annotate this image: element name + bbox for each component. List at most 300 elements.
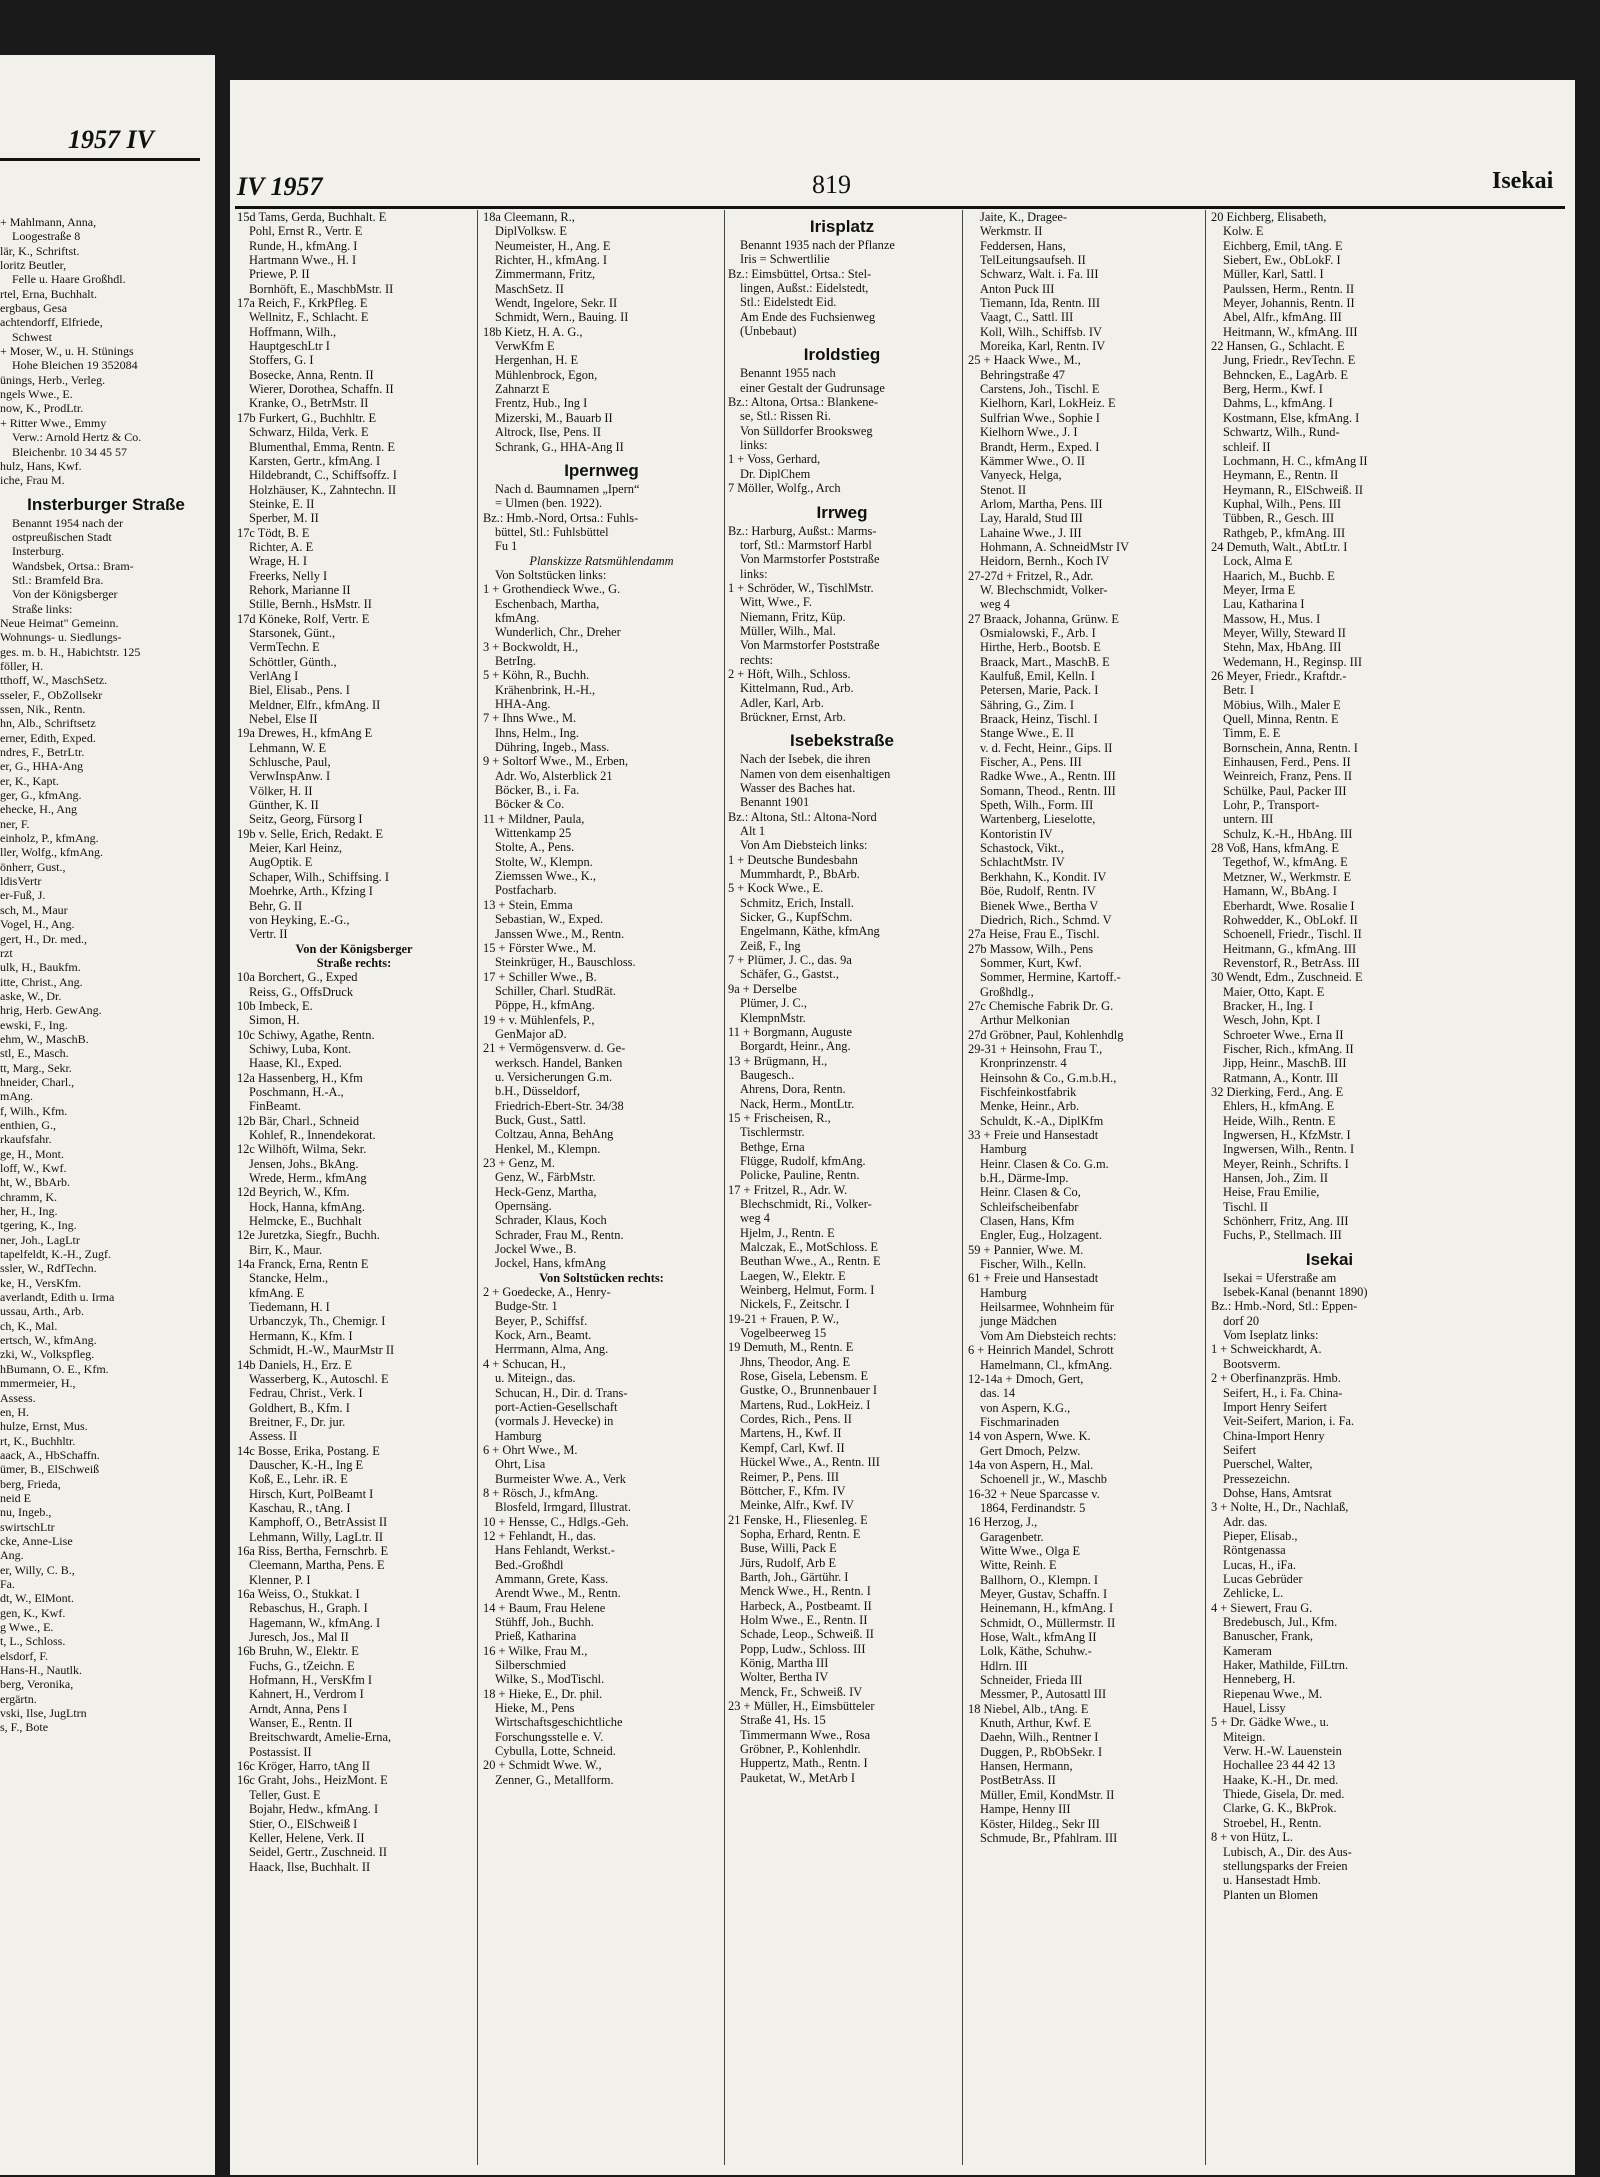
directory-entry-line: Schmitz, Erich, Install. [740,895,854,910]
directory-entry-line: Timm, E. E [1223,726,1281,741]
directory-entry-line: Röntgenassa [1223,1543,1286,1558]
directory-entry-line: Benannt 1954 nach der [12,515,123,530]
directory-entry-line: Menke, Heinr., Arb. [980,1099,1080,1114]
directory-entry-line: links: [740,566,768,581]
directory-entry-line: Pauketat, W., MetArb I [740,1770,855,1785]
directory-entry-line: Sebastian, W., Exped. [495,912,604,927]
directory-entry-line: Vertr. II [249,927,288,942]
directory-entry-line: Benannt 1955 nach [740,366,836,381]
directory-entry-line: Runde, H., kfmAng. I [249,238,358,253]
directory-entry-line: Hdlrn. III [980,1658,1028,1673]
directory-entry-line: b.H., Düsseldorf, [495,1084,581,1099]
directory-entry-line: Schülke, Paul, Packer III [1223,783,1347,798]
directory-entry-line: Bz.: Altona, Ortsa.: Blankene- [728,395,879,410]
directory-entry-line: Schönherr, Fritz, Ang. III [1223,1214,1349,1229]
directory-entry-line: Behr, G. II [249,898,303,913]
directory-entry-line: Hjelm, J., Rentn. E [740,1225,835,1240]
directory-entry-line: 23 + Genz, M. [483,1156,556,1170]
directory-entry-line: Lau, Katharina I [1223,597,1305,612]
directory-entry-line: Wandsbek, Ortsa.: Bram- [12,558,134,573]
directory-entry-line: Köster, Hildeg., Sekr III [980,1816,1100,1831]
directory-entry-line: Lucas, H., iFa. [1223,1557,1296,1572]
directory-entry-line: Hochallee 23 44 42 13 [1223,1758,1336,1773]
directory-entry-line: W. Blechschmidt, Volker- [980,582,1108,597]
directory-entry-line: Stolte, A., Pens. [495,840,575,855]
directory-entry-line: 12b Bär, Charl., Schneid [237,1113,360,1128]
directory-entry-line: Miteign. [1223,1729,1266,1744]
directory-entry-line: Opernsäng. [495,1199,552,1214]
directory-entry-line: Dohse, Hans, Amtsrat [1223,1485,1332,1500]
directory-entry-line: Birr, K., Maur. [249,1242,323,1257]
directory-entry-line: Vom Iseplatz links: [1223,1328,1319,1343]
directory-entry-line: Namen von dem eisenhaltigen [740,766,891,781]
directory-entry-line: Tischlermstr. [740,1125,805,1140]
directory-entry-line: Völker, H. II [249,783,313,798]
directory-entry-line: + Mahlmann, Anna, [0,215,97,229]
directory-entry-line: Blechschmidt, Ri., Volker- [740,1196,872,1211]
directory-entry-line: TelLeitungsaufseh. II [980,253,1086,268]
directory-entry-line: sch, M., Maur [0,902,68,917]
directory-entry-line: Postfacharb. [495,883,557,898]
directory-entry-line: tapelfeldt, K.-H., Zugf. [0,1247,111,1262]
directory-entry-line: Bracker, H., Ing. I [1223,998,1313,1013]
directory-entry-line: Menck, Fr., Schweiß. IV [740,1684,863,1699]
directory-entry-line: Breitschwardt, Amelie-Erna, [249,1730,392,1745]
directory-entry-line: Stroebel, H., Rentn. [1223,1815,1322,1830]
directory-entry-line: Jhns, Theodor, Ang. E [740,1354,851,1369]
directory-entry-line: ussau, Arth., Arb. [0,1304,84,1319]
directory-entry-line: 1864, Ferdinandstr. 5 [980,1500,1086,1515]
directory-entry-line: Buse, Willi, Pack E [740,1541,837,1556]
directory-entry-line: Witt, Wwe., F. [740,595,812,610]
directory-entry-line: Tiemann, Ida, Rentn. III [980,296,1100,311]
street-heading: Irisplatz [809,217,875,236]
directory-entry-line: Heidorn, Bernh., Koch IV [980,554,1110,569]
directory-entry-line: Rebaschus, H., Graph. I [249,1601,368,1616]
directory-entry-line: VerwKfm E [495,339,555,354]
directory-entry-line: Kohlef, R., Innendekorat. [249,1128,376,1142]
directory-entry-line: büttel, Stl.: Fuhlsbüttel [495,524,609,539]
directory-entry-line: chramm, K. [0,1189,57,1204]
directory-entry-line: 12d Beyrich, W., Kfm. [237,1185,350,1200]
directory-entry-line: Malczak, E., MotSchloss. E [740,1240,878,1254]
directory-entry-line: Beuthan Wwe., A., Rentn. E [740,1254,881,1269]
directory-entry-line: her, H., Ing. [0,1204,58,1219]
directory-entry-line: er, G., HHA-Ang [0,759,84,774]
directory-entry-line: Hieke, M., Pens [495,1701,575,1716]
street-heading: Iroldstieg [803,345,881,365]
directory-entry-line: Arndt, Anna, Pens I [249,1701,348,1716]
directory-entry-line: Popp, Ludw., Schloss. III [740,1641,866,1656]
directory-entry-line: mmermeier, H., [0,1376,76,1391]
directory-entry-line: 16a Riss, Bertha, Fernschrb. E [237,1543,389,1558]
directory-entry-line: tthoff, W., MaschSetz. [0,673,108,688]
directory-entry-line: Schwest [12,329,52,344]
directory-entry-line: Sulfrian Wwe., Sophie I [980,410,1100,425]
directory-entry-line: stl, E., Masch. [0,1046,69,1061]
directory-entry-line: Schwarz, Hilda, Verk. E [249,425,369,440]
directory-entry-line: Revenstorf, R., BetrAss. III [1223,955,1360,970]
directory-entry-line: Bienek Wwe., Bertha V [980,898,1099,913]
page-number: 819 [812,170,851,199]
directory-entry-line: v. d. Fecht, Heinr., Gips. II [980,740,1113,755]
directory-entry-line: Keller, Helene, Verk. II [249,1830,365,1845]
directory-entry-line: gert, H., Dr. med., [0,931,87,946]
directory-entry-line: now, K., ProdLtr. [0,401,84,416]
directory-entry-line: Steinkrüger, H., Bauschloss. [495,955,636,970]
left-header-rule [0,158,200,161]
directory-entry-line: er, K., Kapt. [0,773,59,788]
column-divider [1205,210,1206,2165]
directory-entry-line: rechts: [740,652,774,667]
directory-entry-line: 19 Demuth, M., Rentn. E [728,1340,854,1355]
left-page-column [0,215,212,2115]
directory-entry-line: Meyer, Willy, Steward II [1223,625,1346,640]
directory-entry-line: Urbanczyk, Th., Chemigr. I [249,1314,386,1329]
directory-entry-line: Wilke, S., ModTischl. [495,1672,605,1687]
directory-entry-line: Sopha, Erhard, Rentn. E [740,1526,861,1541]
directory-entry-line: 20 + Schmidt Wwe. W., [483,1758,602,1773]
directory-entry-line: Heilsarmee, Wohnheim für [980,1300,1114,1315]
directory-entry-line: 14c Bosse, Erika, Postang. E [237,1443,380,1458]
directory-entry-line: er, Willy, C. B., [0,1562,75,1577]
directory-entry-line: + Ritter Wwe., Emmy [0,415,107,430]
directory-entry-line: loritz Beutler, [0,258,67,273]
directory-entry-line: Jaite, K., Dragee- [980,210,1068,224]
directory-entry-line: 17d Köneke, Rolf, Vertr. E [237,611,370,626]
directory-entry-line: Jockel, Hans, kfmAng [495,1256,606,1271]
right-header-rule [235,206,1565,209]
directory-entry-line: Pressezeichn. [1223,1471,1291,1486]
directory-entry-line: Vom Am Diebsteich rechts: [980,1328,1117,1343]
directory-entry-line: hn, Alb., Schriftsetz [0,716,96,731]
directory-entry-line: 13 + Brügmann, H., [728,1053,828,1068]
directory-entry-line: Herrmann, Alma, Ang. [495,1342,609,1357]
section-heading: Von der Königsberger [295,941,413,956]
directory-entry-line: zki, W., Volkspfleg. [0,1347,95,1362]
directory-entry-line: 9 + Soltorf Wwe., M., Erben, [483,754,629,769]
directory-entry-line: Von Marmstorfer Poststraße [740,552,880,567]
directory-entry-line: Hergenhan, H. E [495,353,579,368]
directory-entry-line: Schaper, Wilh., Schiffsing. I [249,869,389,884]
directory-entry-line: Möbius, Wilh., Maler E [1223,697,1341,712]
directory-entry-line: 18b Kietz, H. A. G., [483,324,583,339]
directory-entry-line: China-Import Henry [1223,1428,1325,1443]
directory-entry-line: 61 + Freie und Hansestadt [968,1271,1099,1286]
directory-entry-line: Ohrt, Lisa [495,1457,546,1472]
directory-entry-line: Schoenell, Friedr., Tischl. II [1223,927,1362,942]
directory-entry-line: Schrader, Frau M., Rentn. [495,1227,624,1242]
directory-entry-line: Wasser des Baches hat. [740,781,856,795]
directory-entry-line: Hock, Hanna, kfmAng. [249,1199,365,1214]
directory-entry-line: 27-27d + Fritzel, R., Adr. [968,568,1094,583]
directory-entry-line: 6 + Ohrt Wwe., M. [483,1442,578,1457]
directory-entry-line: Bornhöft, E., MaschbMstr. II [249,281,394,296]
directory-entry-line: Wrede, Herm., kfmAng [249,1171,367,1186]
column-divider [724,210,725,2165]
directory-entry-line: Ratmann, A., Kontr. III [1223,1070,1339,1085]
directory-entry-line: 14a Franck, Erna, Rentn E [237,1257,369,1272]
directory-entry-line: KlempnMstr. [740,1010,806,1025]
directory-entry-line: Am Ende des Fuchsienweg [740,309,876,324]
directory-entry-line: VerlAng I [249,669,299,683]
directory-entry-line: von Heyking, E.-G., [249,912,350,927]
directory-entry-line: ch, K., Mal. [0,1318,58,1333]
directory-entry-line: Blumenthal, Emma, Rentn. E [249,439,395,454]
directory-entry-line: 30 Wendt, Edm., Zuschneid. E [1211,970,1363,985]
left-page-header: 1957 IV [68,125,154,154]
directory-entry-line: Pieper, Elisab., [1223,1528,1298,1543]
directory-entry-line: ehecke, H., Ang [0,802,77,817]
directory-entry-line: Fu 1 [495,539,518,554]
directory-entry-line: Henkel, M., Klempn. [495,1141,601,1156]
directory-entry-line: neid E [0,1490,31,1505]
directory-entry-line: 16-32 + Neue Sparcasse v. [968,1486,1100,1501]
directory-entry-line: Kahnert, H., Verdrom I [249,1687,364,1702]
directory-entry-line: aack, A., HbSchaffn. [0,1447,100,1462]
directory-entry-line: Bz.: Altona, Stl.: Altona-Nord [728,809,877,824]
directory-entry-line: 6 + Heinrich Mandel, Schrott [968,1343,1114,1358]
directory-entry-line: Osmialowski, F., Arb. I [980,625,1096,640]
directory-entry-line: Burmeister Wwe. A., Verk [495,1471,626,1486]
directory-entry-line: Bredebusch, Jul., Kfm. [1223,1615,1338,1629]
directory-entry-line: Eschenbach, Martha, [495,596,600,611]
directory-entry-line: 7 + Plümer, J. C., das. 9a [728,953,852,968]
directory-entry-line: Quell, Minna, Rentn. E [1223,712,1339,727]
directory-entry-line: Biel, Elisab., Pens. I [249,683,350,698]
directory-entry-line: Behringstraße 47 [980,367,1065,382]
directory-entry-line: rt, K., Buchhltr. [0,1433,76,1448]
directory-entry-line: Mummhardt, P., BbArb. [740,867,860,882]
directory-entry-line: VerwInspAnw. I [249,769,331,784]
directory-entry-line: Cybulla, Lotte, Schneid. [495,1744,616,1759]
directory-entry-line: ulk, H., Baukfm. [0,960,81,975]
directory-entry-line: einholz, P., kfmAng. [0,831,99,846]
directory-entry-line: Rohwedder, K., ObLokf. II [1223,912,1358,927]
directory-entry-line: Adr. das. [1223,1514,1268,1529]
directory-entry-line: Assess. [0,1390,36,1405]
directory-entry-line: Schoenell jr., W., Maschb [980,1472,1107,1487]
directory-entry-line: Kuphal, Wilh., Pens. III [1223,496,1342,511]
directory-entry-line: Ihns, Helm., Ing. [495,725,579,740]
directory-entry-line: 17 + Schiller Wwe., B. [483,969,597,984]
directory-entry-line: Nickels, F., Zeitschr. I [740,1297,850,1312]
directory-entry-line: Siebert, Ew., ObLokF. I [1223,253,1341,268]
directory-entry-line: Haarich, M., Buchb. E [1223,568,1335,583]
directory-entry-line: 19a Drewes, H., kfmAng E [237,726,373,741]
directory-entry-line: Menck Wwe., H., Rentn. I [740,1584,871,1599]
directory-entry-line: 18 Niebel, Alb., tAng. E [968,1701,1089,1716]
directory-entry-line: 9a + Derselbe [728,981,797,996]
directory-entry-line: Böttcher, F., Kfm. IV [740,1483,846,1498]
directory-entry-line: 8 + Rösch, J., kfmAng. [483,1485,599,1500]
directory-entry-line: Hansen, Hermann, [980,1759,1073,1774]
directory-entry-line: 23 + Müller, H., Eimsbütteler [728,1699,875,1713]
directory-entry-line: ller, Wolfg., kfmAng. [0,845,103,860]
directory-entry-line: einer Gestalt der Gudrunsage [740,380,885,395]
directory-entry-line: Brandt, Herm., Exped. I [980,439,1100,454]
directory-entry-line: Prieß, Katharina [495,1629,577,1644]
directory-entry-line: önherr, Gust., [0,859,66,874]
directory-entry-line: vski, Ilse, JugLtrn [0,1706,87,1721]
directory-entry-line: 16c Graht, Johs., HeizMont. E [237,1773,388,1788]
directory-entry-line: Hamburg [980,1142,1027,1157]
directory-entry-line: Cleemann, Martha, Pens. E [249,1558,385,1573]
directory-entry-line: Bz.: Eimsbüttel, Ortsa.: Stel- [728,266,872,281]
directory-entry-line: Neue Heimat" Gemeinn. [0,615,119,630]
directory-entry-line: Silberschmied [495,1658,566,1673]
directory-entry-line: Lahaine Wwe., J. III [980,525,1082,540]
directory-entry-line: 14a von Aspern, H., Mal. [968,1457,1094,1472]
directory-entry-line: Koll, Wilh., Schiffsb. IV [980,324,1102,339]
directory-entry-line: Krähenbrink, H.-H., [495,682,596,697]
directory-entry-line: hBumann, O. E., Kfm. [0,1361,109,1376]
directory-entry-line: mAng. [0,1089,33,1104]
directory-entry-line: Von Am Diebsteich links: [740,838,868,853]
directory-entry-line: Barth, Joh., Gärtühr. I [740,1569,849,1584]
directory-entry-line: föller, H. [0,658,44,673]
directory-entry-line: Buck, Gust., Sattl. [495,1112,586,1127]
directory-entry-line: Schiwy, Luba, Kont. [249,1041,352,1056]
directory-entry-line: Nach der Isebek, die ihren [740,752,871,767]
directory-entry-line: Heinr. Clasen & Co. G.m. [980,1156,1109,1171]
directory-entry-line: Heinr. Clasen & Co, [980,1185,1081,1200]
directory-entry-line: Werkmstr. II [980,224,1043,239]
directory-entry-line: Fa. [0,1576,15,1591]
directory-entry-line: Hans-H., Nautlk. [0,1663,82,1678]
directory-entry-line: Sommer, Hermine, Kartoff.- [980,970,1121,985]
directory-entry-line: Tübben, R., Gesch. III [1223,511,1335,526]
directory-entry-line: Kontoristin IV [980,826,1053,841]
directory-entry-line: Heide, Wilh., Rentn. E [1223,1113,1336,1128]
directory-entry-line: 27d Gröbner, Paul, Kohlenhdlg [968,1027,1124,1042]
directory-entry-line: Freerks, Nelly I [249,568,328,583]
directory-entry-line: Haake, K.-H., Dr. med. [1223,1772,1339,1787]
directory-entry-line: 10b Imbeck, E. [237,998,313,1013]
directory-column-1 [237,210,471,2170]
directory-entry-line: ges. m. b. H., Habichtstr. 125 [0,644,141,659]
directory-entry-line: Ahrens, Dora, Rentn. [740,1082,846,1097]
directory-entry-line: 25 + Haack Wwe., M., [968,353,1081,368]
street-heading: Isebekstraße [790,731,894,751]
directory-entry-line: Mühlenbrock, Egon, [495,367,598,382]
directory-entry-line: 26 Meyer, Friedr., Kraftdr.- [1211,669,1347,683]
column-divider [477,210,478,2165]
directory-entry-line: Haker, Mathilde, FilLtrn. [1223,1658,1349,1673]
directory-entry-line: Kolw. E [1223,224,1264,239]
directory-entry-line: 12 + Fehlandt, H., das. [483,1528,596,1543]
directory-entry-line: Engler, Eug., Holzagent. [980,1228,1102,1243]
directory-entry-line: Wendt, Ingelore, Sekr. II [495,296,618,311]
directory-entry-line: Tischl. II [1223,1199,1268,1214]
directory-entry-line: von Aspern, K.G., [980,1400,1071,1415]
directory-entry-line: Nack, Herm., MontLtr. [740,1096,855,1111]
directory-entry-line: Dauscher, K.-H., Ing E [249,1457,364,1472]
directory-entry-line: Priewe, P. II [249,267,310,282]
directory-entry-line: Genz, W., FärbMstr. [495,1170,596,1185]
directory-entry-line: Hirthe, Herb., Bootsb. E [980,640,1101,655]
directory-entry-line: Zahnarzt E [495,382,550,397]
directory-entry-line: Wasserberg, K., Autoschl. E [249,1371,389,1386]
directory-entry-line: ümer, B., ElSchweiß [0,1462,100,1477]
directory-entry-line: Jürs, Rudolf, Arb E [740,1555,837,1570]
directory-entry-line: Ziemssen Wwe., K., [495,869,596,884]
directory-entry-line: Jung, Friedr., RevTechn. E [1223,353,1356,368]
directory-entry-line: Forschungsstelle e. V. [495,1729,604,1744]
right-page-header-right: Isekai [1492,168,1554,194]
directory-entry-line: hneider, Charl., [0,1074,75,1089]
directory-entry-line: Heitmann, G., kfmAng. III [1223,941,1357,956]
directory-entry-line: Schastock, Vikt., [980,841,1064,856]
directory-entry-line: ke, H., VersKfm. [0,1275,82,1290]
directory-entry-line: 22 Hansen, G., Schlacht. E [1211,339,1345,354]
directory-entry-line: Rose, Gisela, Lebensm. E [740,1369,869,1384]
directory-entry-line: Clasen, Hans, Kfm [980,1214,1075,1229]
directory-column-3 [728,210,956,2170]
directory-entry-line: 15d Tams, Gerda, Buchhalt. E [237,210,387,224]
directory-entry-line: ge, H., Mont. [0,1146,64,1161]
directory-entry-line: hrig, Herb. GewAng. [0,1003,102,1018]
directory-entry-line: 17a Reich, F., KrkPfleg. E [237,296,368,311]
directory-entry-line: 16a Weiss, O., Stukkat. I [237,1587,360,1601]
street-heading: Insterburger Straße [27,494,185,514]
directory-entry-line: Loogestraße 8 [12,229,81,244]
directory-entry-line: Heck-Genz, Martha, [495,1184,597,1199]
directory-entry-line: Hamann, W., BbAng. I [1223,884,1337,899]
directory-entry-line: Knuth, Arthur, Kwf. E [980,1716,1092,1731]
directory-entry-line: Harbeck, A., Postbeamt. II [740,1598,872,1613]
directory-entry-line: Bed.-Großhdl [495,1557,564,1572]
directory-entry-line: Stenot. II [980,482,1027,497]
directory-entry-line: Thiede, Gisela, Dr. med. [1223,1787,1345,1802]
directory-entry-line: se, Stl.: Rissen Ri. [740,409,831,424]
directory-entry-line: Huppertz, Math., Rentn. I [740,1756,868,1771]
directory-entry-line: 28 Voß, Hans, kfmAng. E [1211,841,1339,856]
directory-entry-line: Hamelmann, Cl., kfmAng. [980,1357,1113,1372]
directory-entry-line: ger, G., kfmAng. [0,788,82,803]
directory-entry-line: tgering, K., Ing. [0,1218,77,1233]
directory-entry-line: Stille, Bernh., HsMstr. II [249,597,372,612]
directory-entry-line: Sicker, G., KupfSchm. [740,910,853,925]
directory-entry-line: 12e Juretzka, Siegfr., Buchh. [237,1228,380,1243]
directory-entry-line: Flügge, Rudolf, kfmAng. [740,1153,866,1168]
directory-entry-line: aske, W., Dr. [0,988,62,1003]
directory-entry-line: Haack, Ilse, Buchhalt. II [249,1859,371,1874]
directory-entry-line: 19b v. Selle, Erich, Redakt. E [237,826,384,841]
directory-entry-line: ünings, Herb., Verleg. [0,372,106,387]
directory-entry-line: 11 + Mildner, Paula, [483,811,585,826]
directory-entry-line: Von Soltstücken links: [495,567,607,582]
directory-entry-line: Hamburg [980,1285,1027,1300]
directory-entry-line: Budge-Str. 1 [495,1299,558,1314]
directory-entry-line: Hohmann, A. SchneidMstr IV [980,539,1130,554]
directory-entry-line: itte, Christ., Ang. [0,974,83,989]
directory-entry-line: Vaagt, C., Sattl. III [980,310,1074,325]
directory-entry-line: port-Actien-Gesellschaft [495,1399,618,1414]
directory-entry-line: Isebek-Kanal (benannt 1890) [1223,1285,1368,1300]
directory-entry-line: Hartmann Wwe., H. I [249,253,357,268]
column-divider [962,210,963,2165]
directory-entry-line: Lucas Gebrüder [1223,1571,1303,1586]
directory-entry-line: Bleichenbr. 10 34 45 57 [12,444,127,459]
directory-entry-line: Dahms, L., kfmAng. I [1223,396,1333,411]
directory-entry-line: Radke Wwe., A., Rentn. III [980,769,1116,784]
directory-entry-line: berg, Frieda, [0,1476,61,1491]
directory-entry-line: Zehlicke, L. [1223,1586,1284,1601]
directory-entry-line: Berg, Herm., Kwf. I [1223,382,1323,397]
directory-entry-line: Import Henry Seifert [1223,1399,1327,1414]
directory-entry-line: Hamburg [495,1428,542,1443]
